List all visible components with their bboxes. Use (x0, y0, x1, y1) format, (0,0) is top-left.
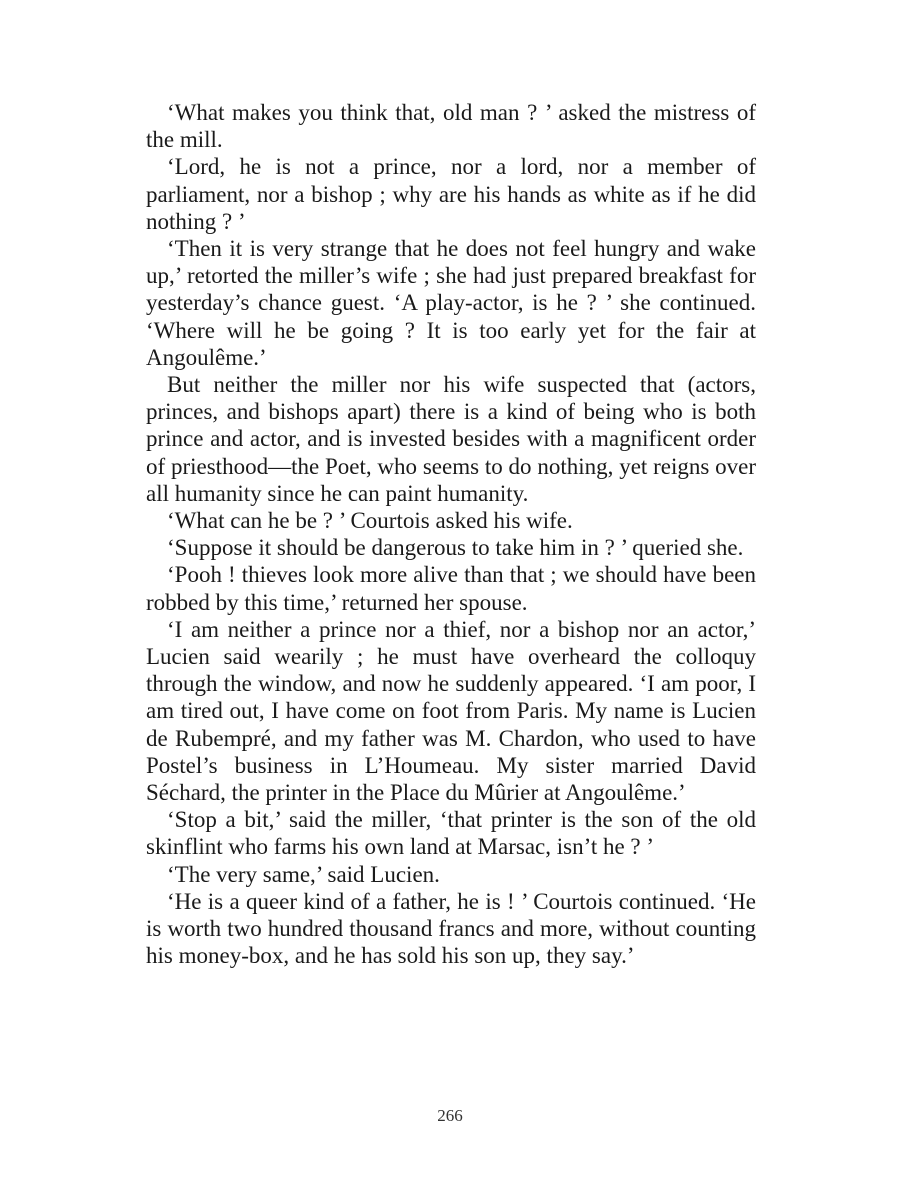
paragraph: ‘Then it is very strange that he does not feel hungry and wake up,’ retorted the miller’s wife ; she had just prepared breakfast for yesterday’s chance guest. ‘A play-actor, is he ? ’ she continued. ‘Where will he be going ? It is too early yet for the fair at Angoulême.’ (146, 236, 756, 370)
paragraph: ‘What can he be ? ’ Courtois asked his wife. (167, 508, 573, 534)
paragraph: ‘I am neither a prince nor a thief, nor a bishop nor an actor,’ Lucien said wearily ; he must have overheard the colloquy through the window, and now he suddenly appeared. ‘I am poor, I am tired out, I have come on foot from Paris. My name is Lucien de Rubempré, and my father was M. Chardon, who used to have Postel’s business in L’Houmeau. My sister married David Séchard, the printer in the Place du Mûrier at Angoulême.’ (146, 616, 756, 806)
paragraph: ‘The very same,’ said Lucien. (167, 861, 440, 887)
paragraph: ‘He is a queer kind of a father, he is ! ’ Courtois continued. ‘He is worth two hundred thousand francs and more, without counting his money-box, and he has sold his son up, they say.’ (146, 888, 756, 969)
paragraph: ‘Suppose it should be dangerous to take him in ? ’ queried she. (167, 535, 744, 561)
page-number: 266 (437, 1106, 463, 1125)
paragraph: ‘What makes you think that, old man ? ’ asked the mistress of the mill. (146, 100, 756, 153)
paragraph: ‘Pooh ! thieves look more alive than that ; we should have been robbed by this time,’ returned her spouse. (146, 562, 756, 615)
paragraph: ‘Lord, he is not a prince, nor a lord, nor a member of parliament, nor a bishop ; why are his hands as white as if he did nothing ? ’ (146, 154, 756, 234)
paragraph: ‘Stop a bit,’ said the miller, ‘that printer is the son of the old skinflint who farms his own land at Marsac, isn’t he ? ’ (146, 807, 756, 860)
page-body (146, 99, 756, 970)
paragraph: But neither the miller nor his wife suspected that (actors, princes, and bishops apart) there is a kind of being who is both prince and actor, and is invested besides with a magnificent order of priesthood—the Poet, who seems to do nothing, yet reigns over all humanity since he can paint humanity. (146, 372, 756, 506)
